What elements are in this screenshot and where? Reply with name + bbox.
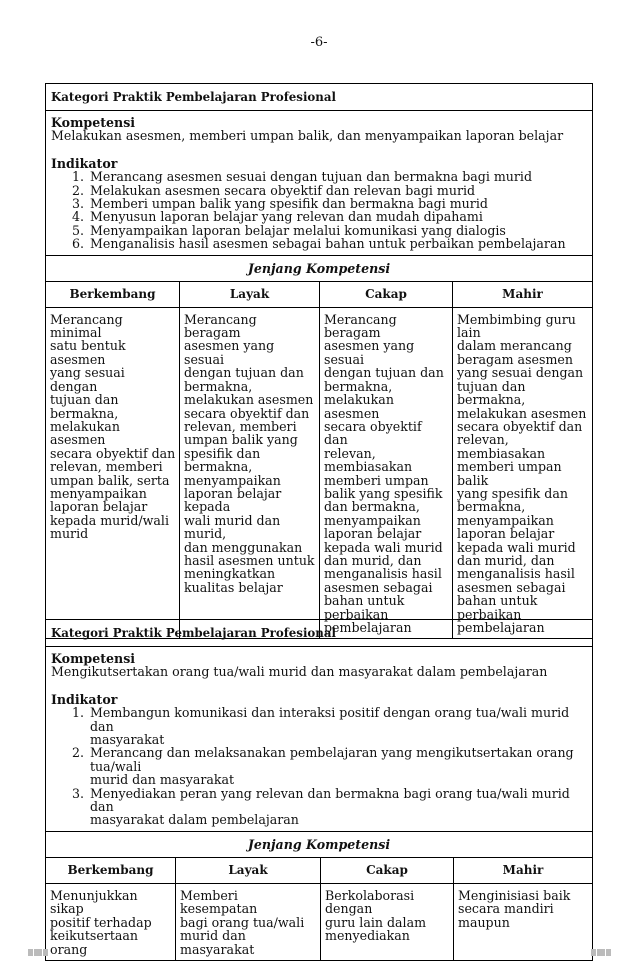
category-header: [46, 620, 592, 647]
level-header-layak: Layak: [180, 282, 320, 307]
competency-label: Kompetensi: [51, 115, 136, 130]
description-mahir: Membimbing guru lain dalam merancang beragam asesmen yang sesuai dengan tujuan dan bermakna, melakukan asesmen secara obyektif dan relevan, membiasakan memberi umpan balik yang spesifik dan bermakna, menyampaikan laporan belajar kepada wali murid dan murid, dan menganalisis hasil asesmen sebagai bahan untuk perbaikan pembelajaran: [457, 311, 587, 635]
description-layak: Merancang beragam asesmen yang sesuai dengan tujuan dan bermakna, melakukan asesmen secara obyektif dan relevan, memberi umpan balik yang spesifik dan bermakna, menyampaikan laporan belajar kepada wali murid dan murid, dan menggunakan hasil asesmen untuk meningkatkan kualitas belajar: [180, 308, 320, 639]
description-layak: Memberi kesempatan bagi orang tua/wali murid dan masyarakat: [176, 884, 321, 960]
description-berkembang: Menunjukkan sikap positif terhadap keikutsertaan orang: [46, 884, 176, 960]
level-description-row: [46, 308, 592, 639]
competency-block: [46, 647, 592, 832]
indicator-item: 2. Merancang dan melaksanakan pembelajaran yang mengikutsertakan orang tua/wali murid dan masyarakat: [88, 746, 587, 786]
indicator-list: [51, 170, 587, 250]
level-header-berkembang: Berkembang: [46, 858, 176, 883]
level-description-row: [46, 884, 592, 960]
level-title: Jenjang Kompetensi: [46, 832, 592, 858]
indicator-item: 6. Menganalisis hasil asesmen sebagai bahan untuk perbaikan pembelajaran: [88, 237, 587, 250]
category-title: Kategori Praktik Pembelajaran Profesional: [51, 90, 336, 104]
description-berkembang: Merancang minimal satu bentuk asesmen yang sesuai dengan tujuan dan bermakna, melakukan asesmen secara obyektif dan relevan, memberi umpan balik, serta menyampaikan laporan belajar kepada murid/wali murid: [46, 308, 180, 639]
description-cakap: Berkolaborasi dengan guru lain dalam menyediakan: [321, 884, 454, 960]
level-header-mahir: Mahir: [502, 286, 543, 301]
category-title: Kategori Praktik Pembelajaran Profesional: [51, 626, 336, 640]
indicator-item: 1. Merancang asesmen sesuai dengan tujuan dan bermakna bagi murid: [88, 170, 587, 183]
footer-mark-right-icon: [591, 949, 611, 957]
page-number: -6-: [310, 35, 328, 50]
competency-label: Kompetensi: [51, 651, 136, 666]
indicator-item: 4. Menyusun laporan belajar yang relevan dan mudah dipahami: [88, 210, 587, 223]
competency-text: Mengikutsertakan orang tua/wali murid dan masyarakat dalam pembelajaran: [51, 664, 548, 680]
level-header-row: [46, 858, 592, 884]
indicator-item: 5. Menyampaikan laporan belajar melalui komunikasi yang dialogis: [88, 224, 587, 237]
indicator-list: [51, 706, 587, 827]
footer-mark-left-icon: [28, 949, 48, 957]
level-title: Jenjang Kompetensi: [46, 256, 592, 282]
level-header-cakap: Cakap: [320, 282, 453, 307]
level-header-berkembang: Berkembang: [46, 282, 180, 307]
indicator-label: Indikator: [51, 691, 118, 707]
competency-table-assessment: [45, 83, 593, 639]
description-mahir: Menginisiasi baik secara mandiri maupun: [458, 887, 571, 930]
category-header: [46, 84, 592, 111]
competency-block: [46, 111, 592, 256]
level-header-row: [46, 282, 592, 308]
indicator-item: 1. Membangun komunikasi dan interaksi positif dengan orang tua/wali murid dan masyarakat: [88, 706, 587, 746]
description-cakap: Merancang beragam asesmen yang sesuai dengan tujuan dan bermakna, melakukan asesmen secara obyektif dan relevan, membiasakan memberi umpan balik yang spesifik dan bermakna, menyampaikan laporan belajar kepada wali murid dan murid, dan menganalisis hasil asesmen sebagai bahan untuk perbaikan pembelajaran: [320, 308, 453, 639]
indicator-item: 3. Menyediakan peran yang relevan dan bermakna bagi orang tua/wali murid dan masyarakat dalam pembelajaran: [88, 787, 587, 827]
level-header-layak: Layak: [176, 858, 321, 883]
indicator-item: 2. Melakukan asesmen secara obyektif dan relevan bagi murid: [88, 184, 587, 197]
indicator-item: 3. Memberi umpan balik yang spesifik dan bermakna bagi murid: [88, 197, 587, 210]
level-header-cakap: Cakap: [321, 858, 454, 883]
indicator-label: Indikator: [51, 155, 118, 171]
competency-text: Melakukan asesmen, memberi umpan balik, dan menyampaikan laporan belajar: [51, 128, 564, 144]
competency-table-parents: [45, 619, 593, 961]
level-header-mahir: Mahir: [502, 862, 544, 877]
